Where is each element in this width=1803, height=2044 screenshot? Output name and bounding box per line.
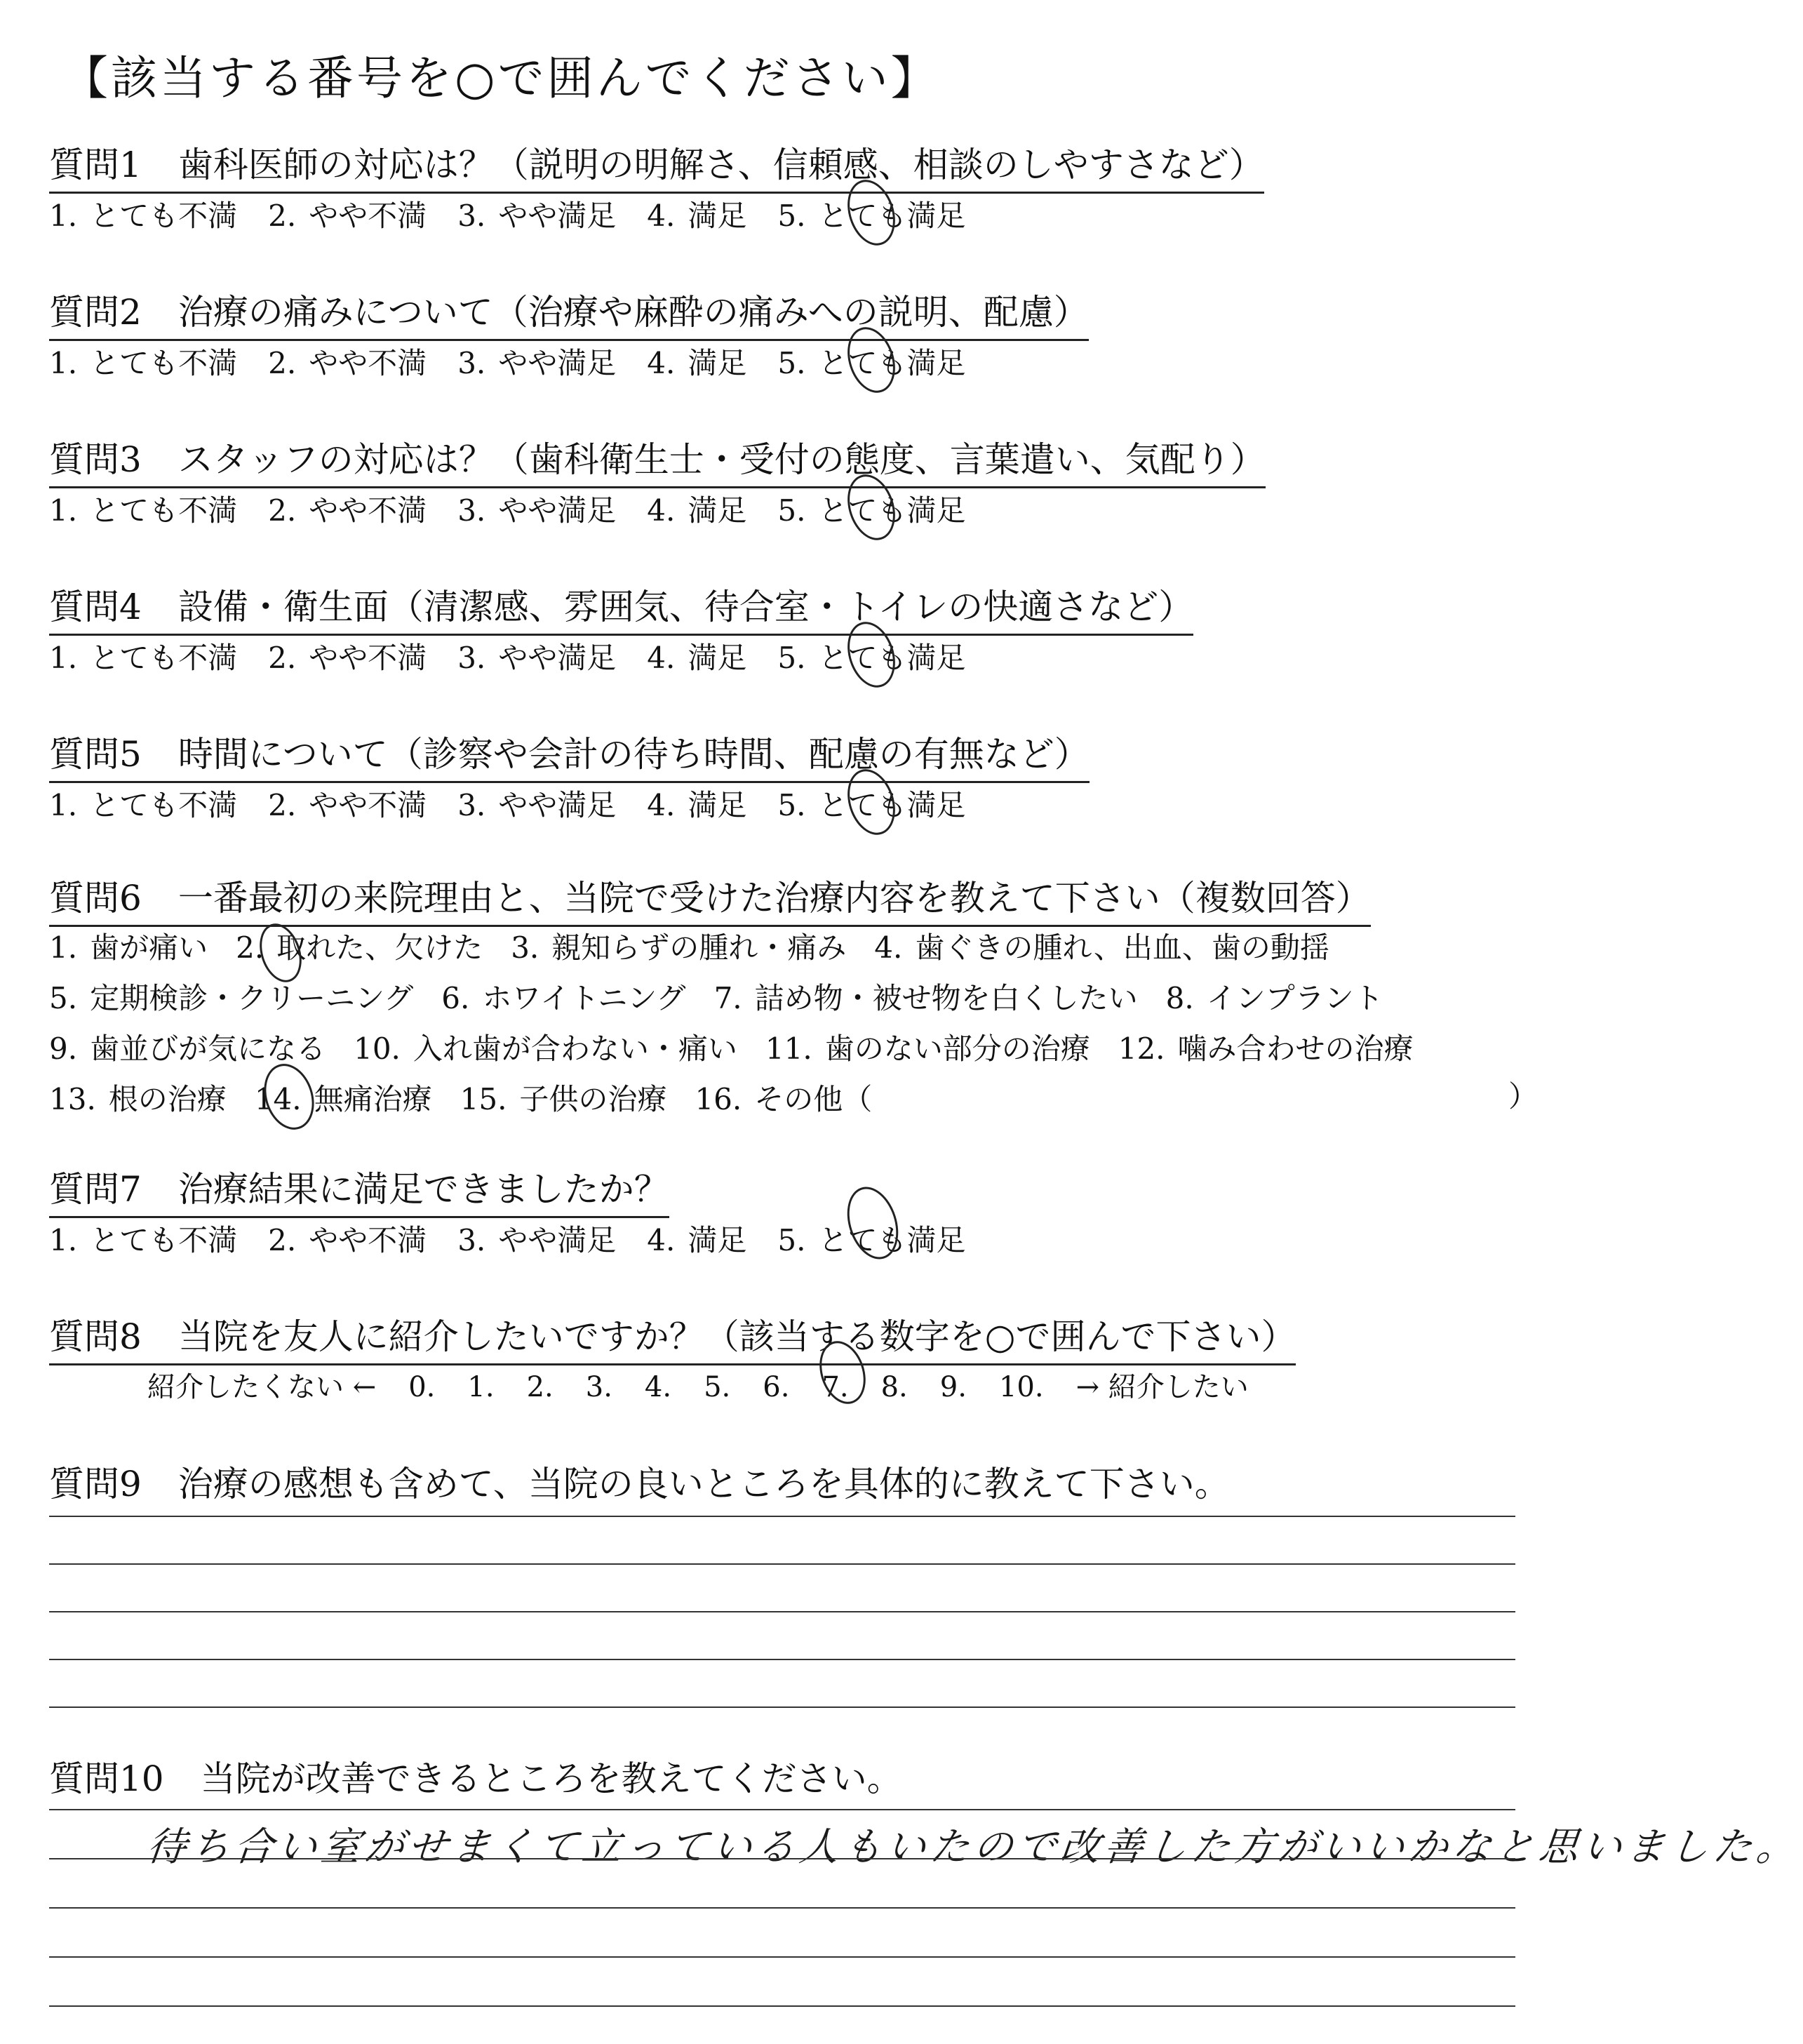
q6-text: 一番最初の来院理由と、当院で受けた治療内容を教えて下さい（複数回答） (177, 878, 1371, 919)
option-label: やや満足 (498, 199, 617, 233)
q8-scale-10[interactable]: 10. (998, 1371, 1044, 1403)
q6-option-row (49, 975, 1412, 1017)
q6-option-5[interactable] (49, 975, 413, 1017)
q3-option-3[interactable] (457, 488, 616, 530)
option-number: 4. (647, 346, 676, 380)
option-number: 4. (647, 493, 676, 528)
q4-option-1[interactable] (49, 635, 237, 677)
q10-handwritten-answer: 待ち合い室がせまくて立っている人もいたので改善した方がいいかなと思いました。 (145, 1824, 1802, 1870)
q1-text: 歯科医師の対応は？（説明の明解さ、信頼感、相談のしやすさなど） (177, 145, 1264, 185)
option-number: 15. (460, 1082, 507, 1116)
q1-option-2[interactable] (268, 193, 427, 235)
option-number: 1. (49, 641, 78, 675)
q5-option-3[interactable] (457, 782, 616, 824)
q10-answer-line[interactable] (49, 1907, 1515, 1909)
option-number: 4. (647, 199, 676, 233)
q5-heading (49, 726, 1090, 783)
option-label: やや満足 (498, 493, 617, 528)
option-number: 9. (49, 1031, 78, 1066)
q7-number: 質問7 (49, 1169, 142, 1210)
option-label: やや満足 (498, 346, 617, 380)
q3-number: 質問3 (49, 439, 142, 480)
option-label: 子供の治療 (519, 1082, 667, 1116)
q10-answer-line[interactable] (49, 1858, 1515, 1859)
option-number: 2. (268, 788, 297, 822)
q9-heading (49, 1456, 1230, 1511)
option-number: 14. (254, 1082, 302, 1116)
q3-option-4[interactable] (647, 488, 746, 530)
q10-number: 質問10 (49, 1758, 164, 1799)
option-number: 4. (874, 930, 903, 965)
option-number: 1. (49, 930, 78, 965)
option-number: 5. (777, 788, 806, 822)
option-number: 3. (457, 493, 486, 528)
q4-option-4[interactable] (647, 635, 746, 677)
q2-number: 質問2 (49, 292, 142, 333)
q6-number: 質問6 (49, 878, 142, 919)
option-number: 2. (268, 493, 297, 528)
q5-option-1[interactable] (49, 782, 237, 824)
option-number: 5. (777, 641, 806, 675)
option-label: 根の治療 (108, 1082, 227, 1116)
option-label: ホワイトニング (482, 981, 686, 1015)
option-number: 3. (457, 788, 486, 822)
option-label: とても満足 (818, 641, 966, 675)
option-number: 5. (777, 346, 806, 380)
option-label: やや満足 (498, 1223, 617, 1257)
q6-option-12[interactable] (1118, 1026, 1414, 1068)
option-label: やや不満 (309, 346, 427, 380)
q6-option-9[interactable] (49, 1026, 326, 1068)
option-number: 1. (49, 346, 78, 380)
q7-option-3[interactable] (457, 1217, 616, 1260)
q8-scale-9[interactable]: 9. (939, 1371, 967, 1403)
q8-right-label: → 紹介したい (1075, 1371, 1249, 1403)
selection-circle-q6-opt14 (256, 1057, 322, 1136)
q8-scale (147, 1365, 1281, 1405)
option-label: やや不満 (309, 199, 427, 233)
q6-option-10[interactable] (354, 1026, 737, 1068)
q6-option-16[interactable] (695, 1076, 872, 1118)
q7-heading (49, 1161, 669, 1218)
q9-answer-line[interactable] (49, 1516, 1515, 1517)
q1-option-1[interactable] (49, 193, 237, 235)
option-label: とても不満 (90, 493, 238, 528)
option-label: とても満足 (818, 788, 966, 822)
option-label: やや不満 (309, 1223, 427, 1257)
option-label: 親知らずの腫れ・痛み (551, 930, 847, 965)
q4-option-3[interactable] (457, 635, 616, 677)
option-number: 2. (268, 641, 297, 675)
q7-option-4[interactable] (647, 1217, 746, 1260)
option-number: 2. (268, 346, 297, 380)
option-number: 3. (457, 199, 486, 233)
q6-option-8[interactable] (1166, 975, 1383, 1017)
option-label: 歯が痛い (90, 930, 208, 965)
option-number: 1. (49, 493, 78, 528)
option-label: その他（ (754, 1082, 873, 1116)
q6-option-15[interactable] (460, 1076, 667, 1118)
q9-answer-line[interactable] (49, 1706, 1515, 1708)
q6-option-row (49, 925, 1358, 967)
option-number: 4. (647, 641, 676, 675)
q10-answer-line[interactable] (49, 1809, 1515, 1810)
q6-option-3[interactable] (511, 925, 846, 967)
q10-answer-line[interactable] (49, 1956, 1515, 1958)
option-label: 満足 (688, 641, 747, 675)
q6-close-paren: ） (1508, 1079, 1539, 1114)
option-number: 16. (695, 1082, 742, 1116)
option-number: 5. (49, 981, 78, 1015)
option-number: 8. (1165, 981, 1194, 1015)
option-number: 13. (49, 1082, 96, 1116)
option-number: 2. (268, 199, 297, 233)
q9-text: 治療の感想も含めて、当院の良いところを具体的に教えて下さい。 (177, 1464, 1230, 1504)
q2-option-1[interactable] (49, 340, 237, 382)
option-number: 3. (457, 641, 486, 675)
option-label: とても不満 (90, 1223, 238, 1257)
option-label: 満足 (688, 493, 747, 528)
option-number: 5. (777, 1223, 806, 1257)
q2-option-4[interactable] (647, 340, 746, 382)
option-number: 3. (511, 930, 539, 965)
q6-option-7[interactable] (714, 975, 1138, 1017)
q3-text: スタッフの対応は？（歯科衛生士・受付の態度、言葉遣い、気配り） (177, 439, 1266, 480)
option-label: やや不満 (309, 788, 427, 822)
q8-scale-0[interactable]: 0. (408, 1371, 436, 1403)
option-label: 満足 (688, 788, 747, 822)
q2-option-2[interactable] (268, 340, 427, 382)
option-label: とても不満 (90, 788, 238, 822)
q6-option-6[interactable] (441, 975, 685, 1017)
option-label: とても不満 (90, 199, 238, 233)
q10-heading (49, 1751, 902, 1805)
q8-scale-6[interactable]: 6. (763, 1371, 790, 1403)
q3-option-2[interactable] (268, 488, 427, 530)
q8-scale-8[interactable]: 8. (880, 1371, 908, 1403)
option-label: 入れ歯が合わない・痛い (413, 1031, 737, 1066)
q8-text: 当院を友人に紹介したいですか？（該当する数字を○で囲んで下さい） (177, 1316, 1296, 1357)
option-number: 6. (441, 981, 470, 1015)
option-label: 歯ぐきの腫れ、出血、歯の動揺 (915, 930, 1329, 965)
q6-option-row (49, 1076, 900, 1118)
option-label: 取れた、欠けた (276, 930, 483, 965)
q8-left-label: 紹介したくない ← (147, 1371, 377, 1403)
q8-scale-1[interactable]: 1. (467, 1371, 495, 1403)
option-number: 3. (457, 346, 486, 380)
q5-number: 質問5 (49, 734, 142, 775)
option-label: やや満足 (498, 788, 617, 822)
q5-text: 時間について（診察や会計の待ち時間、配慮の有無など） (177, 734, 1090, 775)
option-number: 3. (457, 1223, 486, 1257)
q9-answer-line[interactable] (49, 1611, 1515, 1612)
q6-option-13[interactable] (49, 1076, 227, 1118)
q5-option-4[interactable] (647, 782, 746, 824)
q8-number: 質問8 (49, 1316, 142, 1357)
q2-heading (49, 284, 1089, 341)
q8-scale-2[interactable]: 2. (526, 1371, 554, 1403)
option-number: 1. (49, 199, 78, 233)
q5-option-2[interactable] (268, 782, 427, 824)
q8-scale-5[interactable]: 5. (704, 1371, 731, 1403)
q9-number: 質問9 (49, 1464, 142, 1504)
option-label: とても満足 (818, 346, 966, 380)
option-number: 5. (777, 199, 806, 233)
option-label: 定期検診・クリーニング (90, 981, 414, 1015)
q10-text: 当院が改善できるところを教えてください。 (200, 1758, 902, 1799)
option-number: 1. (49, 788, 78, 822)
option-label: やや満足 (498, 641, 617, 675)
q1-heading (49, 137, 1264, 194)
option-label: インプラント (1206, 981, 1383, 1015)
q7-text: 治療結果に満足できましたか？ (177, 1169, 669, 1210)
q4-heading (49, 579, 1193, 636)
option-label: 噛み合わせの治療 (1177, 1031, 1414, 1066)
option-number: 11. (765, 1031, 812, 1066)
q6-option-4[interactable] (874, 925, 1329, 967)
option-number: 5. (777, 493, 806, 528)
q2-text: 治療の痛みについて（治療や麻酔の痛みへの説明、配慮） (177, 292, 1089, 333)
option-label: とても不満 (90, 641, 238, 675)
option-label: とても満足 (818, 199, 966, 233)
option-label: 満足 (688, 199, 747, 233)
option-label: 詰め物・被せ物を白くしたい (754, 981, 1138, 1015)
q9-answer-line[interactable] (49, 1563, 1515, 1565)
option-label: 満足 (688, 346, 747, 380)
q8-scale-7[interactable]: 7. (822, 1371, 849, 1403)
option-label: やや不満 (309, 641, 427, 675)
q6-option-11[interactable] (765, 1026, 1090, 1068)
q6-heading (49, 870, 1371, 927)
option-number: 10. (354, 1031, 401, 1066)
option-label: 歯のない部分の治療 (824, 1031, 1090, 1066)
q8-scale-4[interactable]: 4. (644, 1371, 672, 1403)
q7-option-2[interactable] (268, 1217, 427, 1260)
option-number: 2. (268, 1223, 297, 1257)
option-number: 12. (1118, 1031, 1165, 1066)
option-number: 2. (236, 930, 264, 965)
q8-heading (49, 1309, 1296, 1365)
option-label: とても満足 (818, 493, 966, 528)
option-label: 無痛治療 (314, 1082, 432, 1116)
q3-heading (49, 432, 1266, 488)
q1-number: 質問1 (49, 145, 142, 185)
q4-option-2[interactable] (268, 635, 427, 677)
page-title: 【該当する番号を○で囲んでください】 (62, 51, 940, 105)
option-number: 4. (647, 788, 676, 822)
option-number: 4. (647, 1223, 676, 1257)
option-label: 満足 (688, 1223, 747, 1257)
q4-text: 設備・衛生面（清潔感、雰囲気、待合室・トイレの快適さなど） (177, 587, 1194, 627)
q6-option-1[interactable] (49, 925, 208, 967)
option-label: やや不満 (309, 493, 427, 528)
option-number: 1. (49, 1223, 78, 1257)
q10-answer-line[interactable] (49, 2005, 1515, 2007)
q7-option-1[interactable] (49, 1217, 237, 1260)
q1-option-3[interactable] (457, 193, 616, 235)
option-number: 7. (713, 981, 742, 1015)
option-label: とても不満 (90, 346, 238, 380)
q1-option-4[interactable] (647, 193, 746, 235)
q2-option-3[interactable] (457, 340, 616, 382)
q3-option-1[interactable] (49, 488, 237, 530)
option-label: 歯並びが気になる (90, 1031, 326, 1066)
q9-answer-line[interactable] (49, 1659, 1515, 1660)
q4-number: 質問4 (49, 587, 142, 627)
q6-option-row (49, 1026, 1442, 1068)
option-label: とても満足 (818, 1223, 966, 1257)
q8-scale-3[interactable]: 3. (585, 1371, 612, 1403)
